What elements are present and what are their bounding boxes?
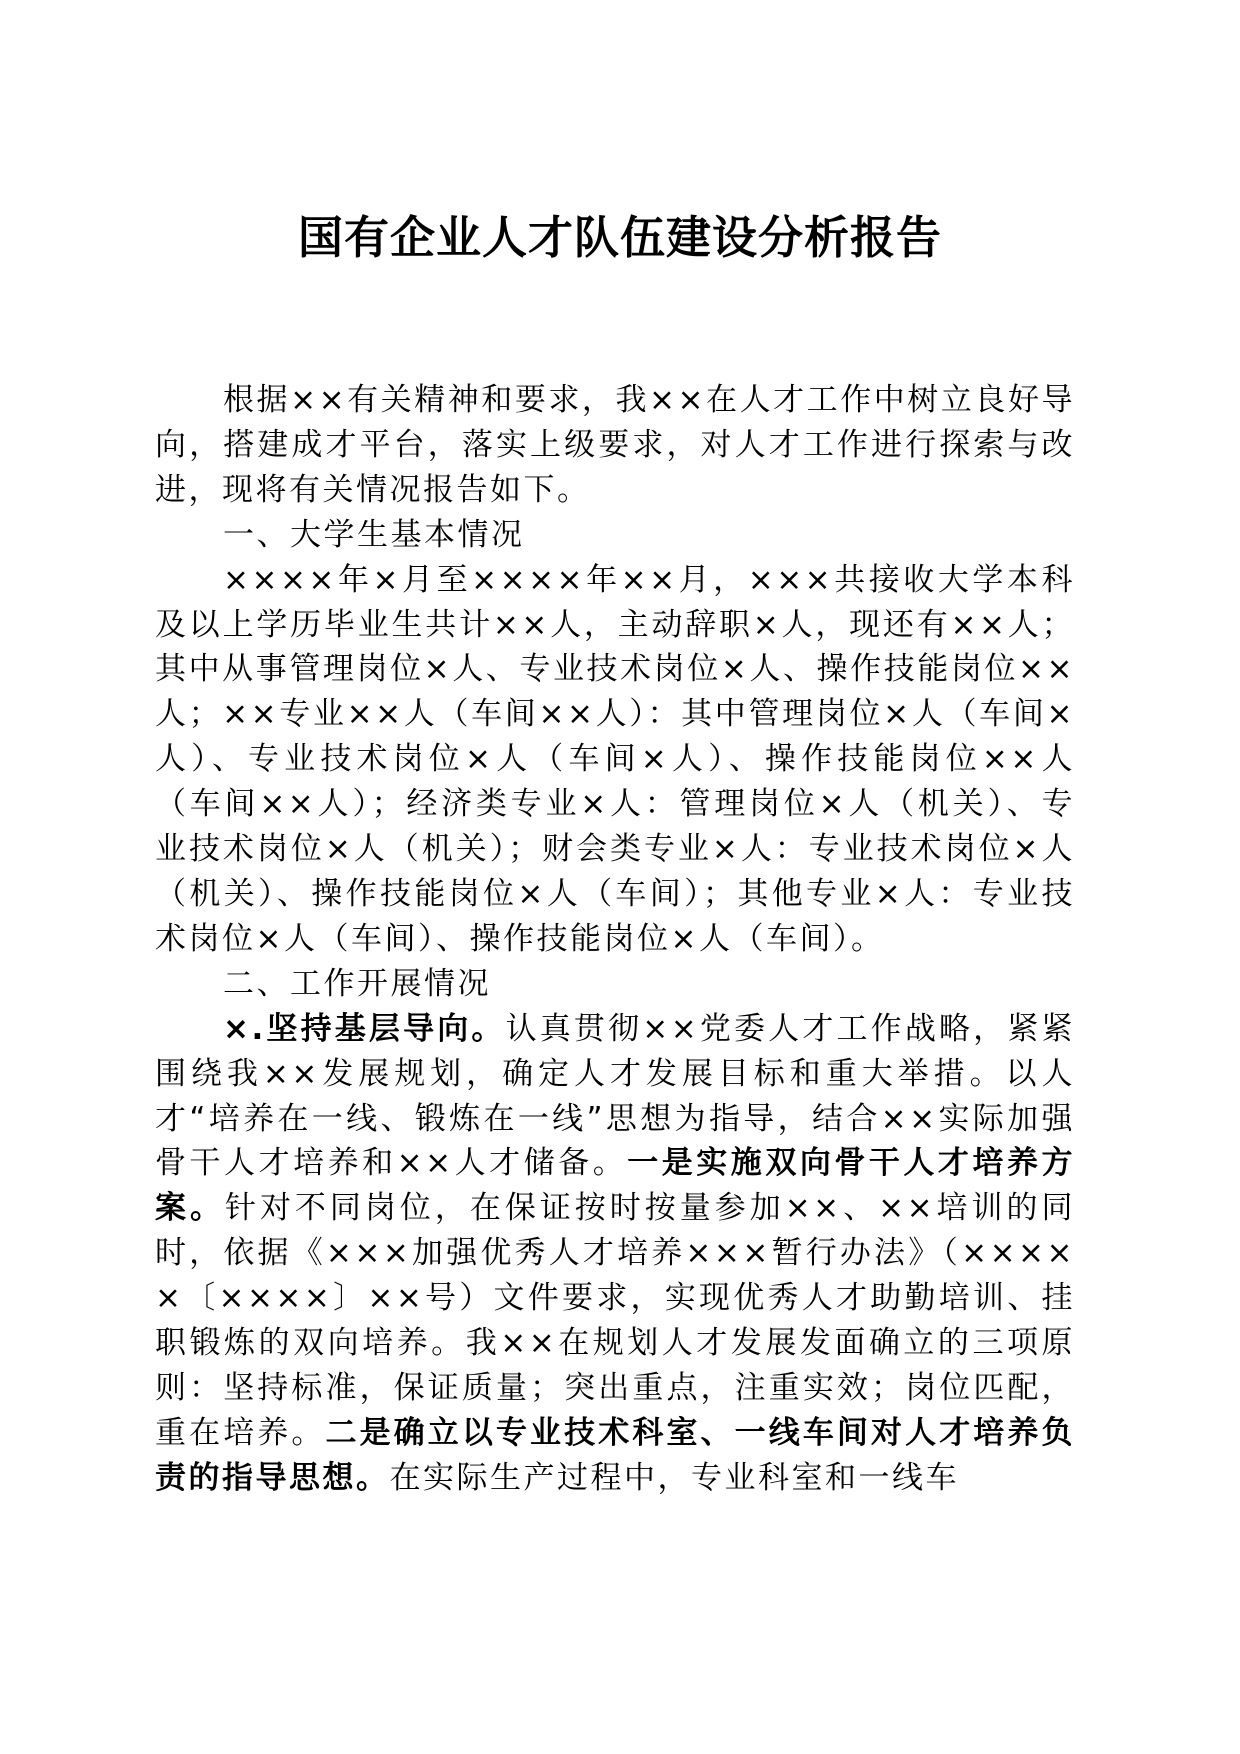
point-2-bold: 二是确立以专业技术科室、一线车间对人才培养负责的指导思想。 bbox=[155, 1414, 1076, 1496]
item-lead-bold: ×.坚持基层导向。 bbox=[223, 1010, 506, 1047]
section-1-heading: 一、大学生基本情况 bbox=[223, 516, 525, 553]
section-2-paragraph bbox=[155, 1007, 1075, 1501]
document-title: 国有企业人才队伍建设分析报告 bbox=[297, 211, 942, 264]
section-2-text-2: 针对不同岗位，在保证按时按量参加××、××培训的同时，依据《×××加强优秀人才培养×××暂行办法》（×××××〔××××〕××号）文件要求，实现优秀人才助勤培训、挂职锻炼的双向培养。我××在规划人才发展发面确立的三项原则：坚持标准，保证质量；突出重点，注重实效；岗位匹配，重在培养。 bbox=[155, 1190, 1075, 1451]
document-body bbox=[155, 378, 1075, 1501]
section-2-text-1: 认真贯彻××党委人才工作战略，紧紧围绕我××发展规划，确定人才发展目标和重大举措。以人才“培养在一线、锻炼在一线”思想为指导，结合××实际加强骨干人才培养和××人才储备。 bbox=[155, 1010, 1075, 1182]
section-2-heading: 二、工作开展情况 bbox=[223, 965, 491, 1002]
point-1-bold: 一是实施双向骨干人才培养方案。 bbox=[155, 1145, 1075, 1227]
section-1-paragraph: ××××年×月至××××年××月，×××共接收大学本科及以上学历毕业生共计××人，主动辞职×人，现还有××人；其中从事管理岗位×人、专业技术岗位×人、操作技能岗位××人；××专业××人（车间××人）：其中管理岗位×人（车间×人）、专业技术岗位×人（车间×人）、操作技能岗位××人（车间××人）；经济类专业×人：管理岗位×人（机关）、专业技术岗位×人（机关）；财会类专业×人：专业技术岗位×人（机关）、操作技能岗位×人（车间）；其他专业×人：专业技术岗位×人（车间）、操作技能岗位×人（车间）。 bbox=[155, 561, 1075, 957]
section-2-text-3: 在实际生产过程中，专业科室和一线车 bbox=[389, 1459, 959, 1496]
intro-paragraph: 根据××有关精神和要求，我××在人才工作中树立良好导向，搭建成才平台，落实上级要求，对人才工作进行探索与改进，现将有关情况报告如下。 bbox=[155, 382, 1075, 508]
